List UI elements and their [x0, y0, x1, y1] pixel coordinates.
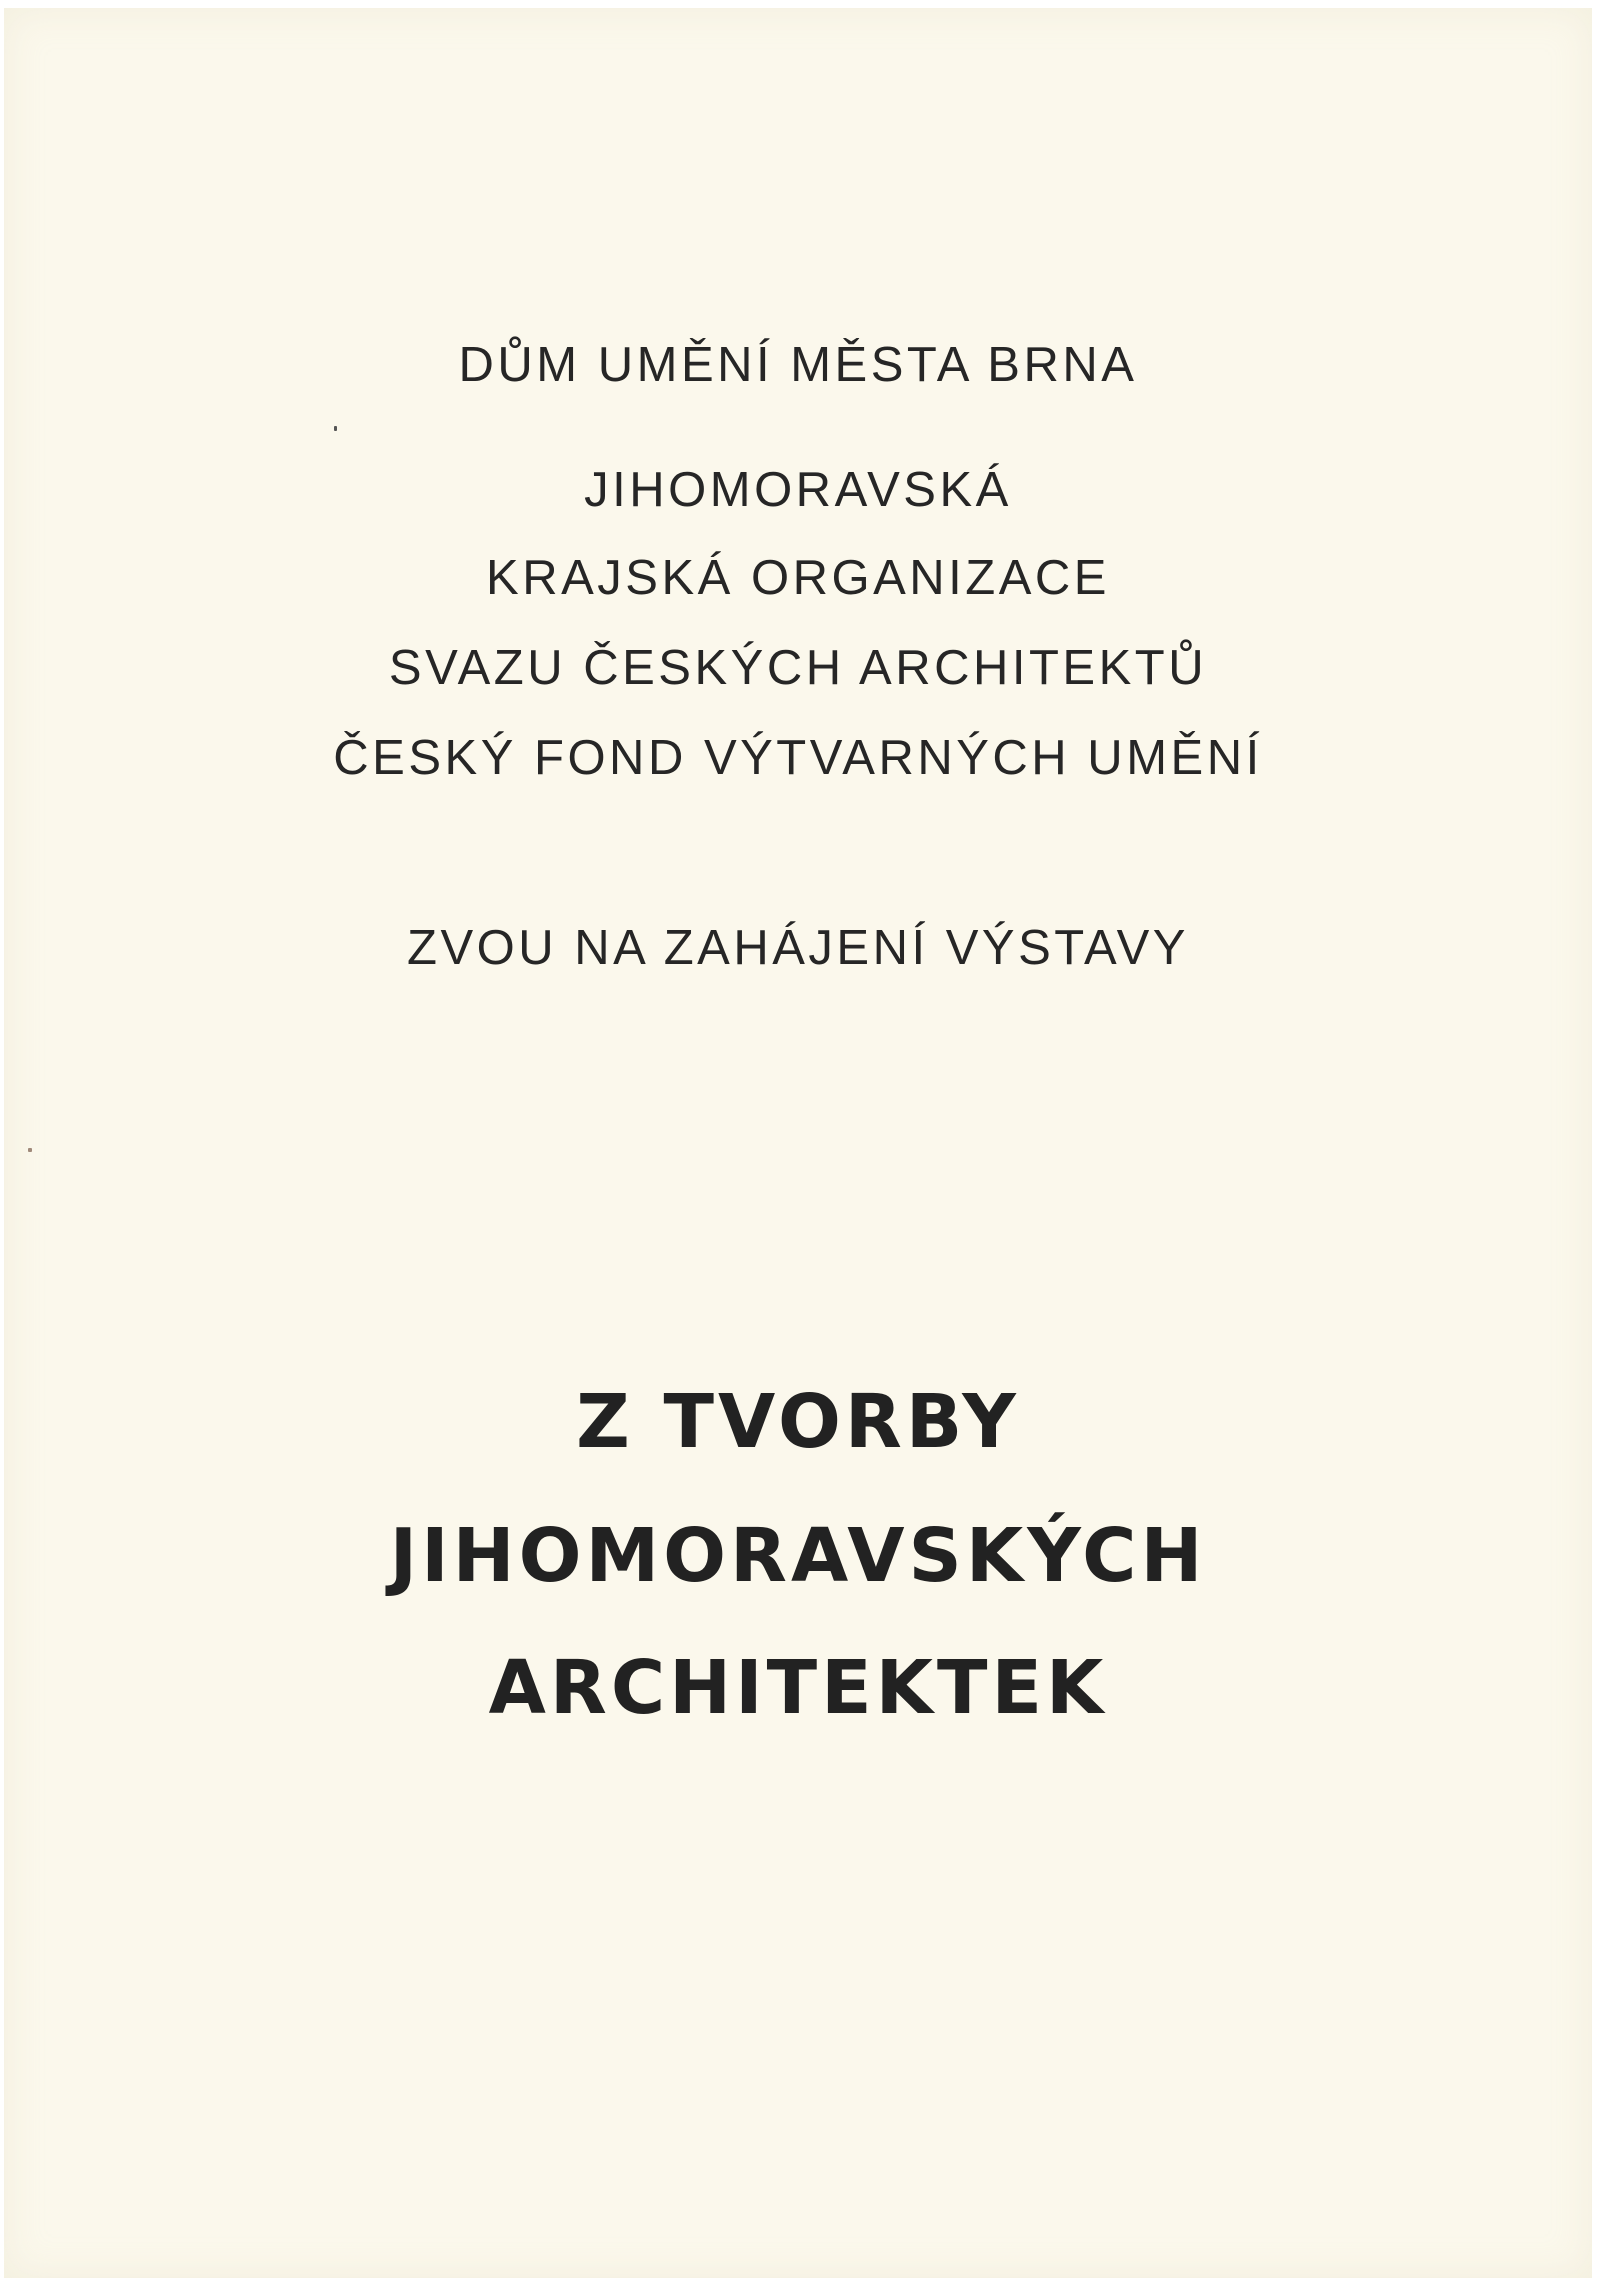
paper-speck [334, 426, 337, 431]
exhibition-title-line-3: ARCHITEKTEK [488, 1645, 1108, 1731]
organizer-line-1: JIHOMORAVSKÁ [584, 463, 1012, 517]
paper-speck [28, 1148, 32, 1152]
scan-edge [1592, 8, 1600, 2278]
exhibition-title-line-1: Z TVORBY [576, 1379, 1020, 1465]
organizer-line-2: KRAJSKÁ ORGANIZACE [486, 551, 1110, 605]
organizer-line-4: ČESKÝ FOND VÝTVARNÝCH UMĚNÍ [333, 731, 1263, 785]
host-institution: DŮM UMĚNÍ MĚSTA BRNA [458, 338, 1138, 392]
organizer-line-3: SVAZU ČESKÝCH ARCHITEKTŮ [388, 641, 1208, 695]
invitation-text: ZVOU NA ZAHÁJENÍ VÝSTAVY [407, 921, 1189, 975]
invitation-card [4, 8, 1592, 2278]
exhibition-title-line-2: JIHOMORAVSKÝCH [389, 1513, 1207, 1599]
